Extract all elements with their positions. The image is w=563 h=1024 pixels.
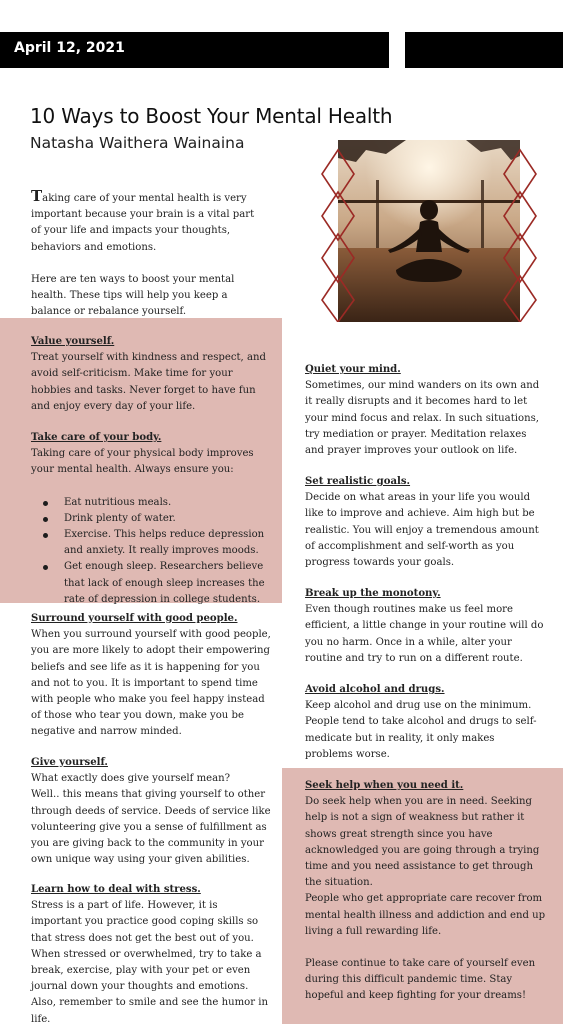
section-body: What exactly does give yourself mean?: [31, 773, 231, 785]
bullet-list: [31, 495, 271, 608]
section-heading: Break up the monotony.: [305, 588, 441, 599]
section-heading: Take care of your body.: [31, 432, 162, 443]
meditation-photo: [316, 140, 542, 322]
intro-paragraph-1: [31, 188, 267, 256]
section-heading: Seek help when you need it.: [305, 780, 464, 791]
section-body: Sometimes, our mind wanders on its own and it really disrupts and it becomes hard to let your mind focus and relax. In such situations, try mediation or prayer. Meditation relaxes and prayer improves your outlook on life.: [305, 380, 540, 457]
section-body: Do seek help when you are in need. Seeking help is not a sign of weakness but rather it shows great strength since you have acknowledged you are going through a trying time and you need assistance to get through the situation.: [305, 796, 540, 889]
section-heading: Learn how to deal with stress.: [31, 884, 201, 895]
section-give-yourself: [31, 755, 271, 868]
list-item: Exercise. This helps reduce depression and anxiety. It really improves moods.: [31, 527, 271, 559]
section-body: Taking care of your physical body improves your mental health. Always ensure you:: [31, 448, 254, 476]
section-body: Even though routines make us feel more efficient, a little change in your routine will do you no harm. Once in a while, alter your routine and try to run on a different route.: [305, 604, 544, 664]
list-item: Eat nutritious meals.: [31, 495, 271, 511]
list-item: Drink plenty of water.: [31, 511, 271, 527]
article-title: 10 Ways to Boost Your Mental Health: [30, 104, 393, 128]
section-seek-help: [305, 778, 547, 1005]
section-heading: Surround yourself with good people.: [31, 613, 238, 624]
section-goals: [305, 474, 545, 571]
date-bar: [0, 32, 389, 68]
section-body: Decide on what areas in your life you would like to improve and achieve. Aim high but be realistic. You will enjoy a tremendous amount of accomplishment and self-worth as you progress towards your goals.: [305, 492, 539, 569]
section-surround: [31, 611, 271, 741]
section-body: Treat yourself with kindness and respect, and avoid self-criticism. Make time for your hobbies and tasks. Never forget to have fun and enjoy every day of your life.: [31, 352, 266, 412]
section-body: Keep alcohol and drug use on the minimum. People tend to take alcohol and drugs to self-medicate but in reality, it only makes problems worse.: [305, 700, 537, 760]
section-body: When you surround yourself with good people, you are more likely to adopt their empowering beliefs and see life as it is happening for you and not to you. It is important to spend time with people who make you feel happy instead of those who tear you down, make you be negative and narrow minded.: [31, 629, 271, 738]
section-heading: Give yourself.: [31, 757, 108, 768]
header-bar-right: [405, 32, 563, 68]
section-quiet-mind: [305, 362, 545, 459]
section-value-yourself: [31, 334, 271, 415]
intro: [31, 188, 267, 320]
meditation-illustration: [316, 140, 542, 322]
section-body: Stress is a part of life. However, it is important you practice good coping skills so that stress does not get the best out of you. When stressed or overwhelmed, try to take a break, exercise, play with your pet or even journal down your thoughts and emotions. Also, remember to smile and see the humor in life.: [31, 900, 268, 1024]
drop-cap: T: [31, 187, 43, 205]
section-heading: Avoid alcohol and drugs.: [305, 684, 445, 695]
closing-paragraph: Please continue to take care of yourself even during this difficult pandemic time. Stay hopeful and keep fighting for your dreams!: [305, 958, 536, 1002]
section-alcohol: [305, 682, 545, 763]
intro-paragraph-1-text: aking care of your mental health is very important because your brain is a vital part of your life and impacts your thoughts, behaviors and emotions.: [31, 193, 255, 253]
section-body: People who get appropriate care recover from mental health illness and addiction and end up living a full rewarding life.: [305, 893, 546, 937]
intro-paragraph-2: Here are ten ways to boost your mental health. These tips will help you keep a balance or rebalance yourself.: [31, 273, 235, 318]
section-take-care-body: [31, 430, 271, 608]
section-heading: Quiet your mind.: [305, 364, 401, 375]
article-author: Natasha Waithera Wainaina: [30, 134, 245, 152]
section-heading: Set realistic goals.: [305, 476, 411, 487]
section-monotony: [305, 586, 545, 667]
section-body: Well.. this means that giving yourself to other through deeds of service. Deeds of service like volunteering give you a sense of fulfillment as you are giving back to the community in your own unique way using your given abilities.: [31, 789, 271, 866]
list-item: Get enough sleep. Researchers believe that lack of enough sleep increases the rate of depression in college students.: [31, 559, 271, 608]
section-heading: Value yourself.: [31, 336, 115, 347]
publish-date: April 12, 2021: [14, 40, 125, 56]
section-stress: [31, 882, 271, 1024]
